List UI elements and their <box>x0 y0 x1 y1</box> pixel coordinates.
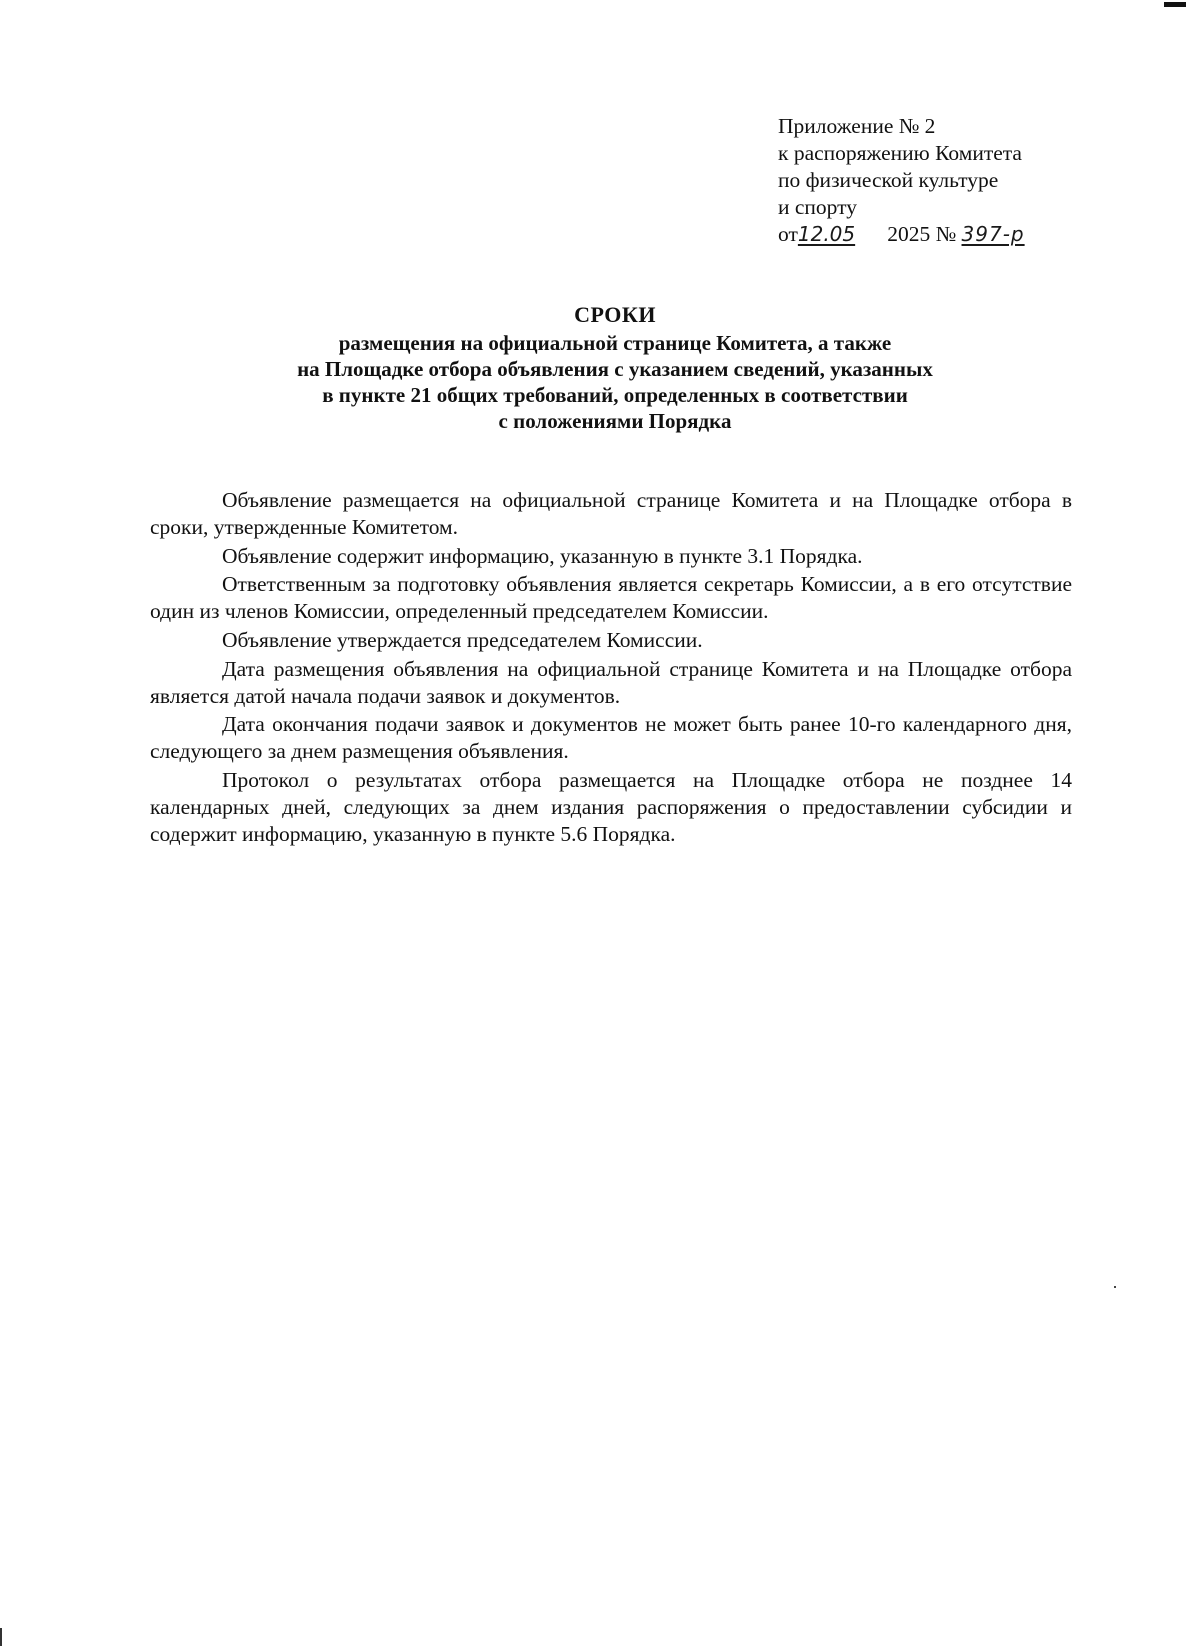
body-paragraph: Объявление размещается на официальной странице Комитета и на Площадке отбора в сроки, утвержденные Комитетом. <box>150 488 1072 539</box>
heading-subtitle-line: в пункте 21 общих требований, определенных в соответствии <box>322 383 908 407</box>
body-paragraph: Протокол о результатах отбора размещается на Площадке отбора не позднее 14 календарных дней, следующих за днем издания распоряжения о предоставлении субсидии и содержит информацию, указанную в пункте 5.6 Порядка. <box>150 767 1072 846</box>
scan-edge-mark <box>0 1628 2 1646</box>
appendix-date-line <box>778 221 1098 248</box>
heading-subtitle-line: на Площадке отбора объявления с указанием сведений, указанных <box>297 357 933 381</box>
body-paragraph: Объявление утверждается председателем Комиссии. <box>222 627 703 652</box>
scan-mark <box>1164 2 1186 7</box>
appendix-line: по физической культуре <box>778 168 999 192</box>
appendix-line: и спорту <box>778 195 858 219</box>
order-year: 2025 № <box>887 222 957 246</box>
handwritten-order-number: 397-р <box>961 222 1025 246</box>
document-body <box>150 487 1072 849</box>
appendix-line: Приложение № 2 <box>778 114 936 138</box>
handwritten-date: 12.05 <box>797 222 856 246</box>
appendix-line: к распоряжению Комитета <box>778 141 1022 165</box>
heading-subtitle-line: с положениями Порядка <box>498 409 732 433</box>
body-paragraph: Ответственным за подготовку объявления является секретарь Комиссии, а в его отсутствие один из членов Комиссии, определенный председателем Комиссии. <box>150 572 1072 624</box>
heading-subtitle-line: размещения на официальной странице Комитета, а также <box>338 331 892 355</box>
body-paragraph: Объявление содержит информацию, указанную в пункте 3.1 Порядка. <box>222 543 863 568</box>
date-prefix: от <box>778 222 798 246</box>
heading-title: СРОКИ <box>574 302 656 327</box>
body-paragraph: Дата окончания подачи заявок и документов не может быть ранее 10-го календарного дня, следующего за днем размещения объявления. <box>150 712 1072 764</box>
appendix-block <box>778 113 1098 248</box>
document-heading <box>150 300 1080 434</box>
body-paragraph: Дата размещения объявления на официальной странице Комитета и на Площадке отбора является датой начала подачи заявок и документов. <box>150 656 1072 708</box>
scan-speck <box>1114 1286 1116 1288</box>
